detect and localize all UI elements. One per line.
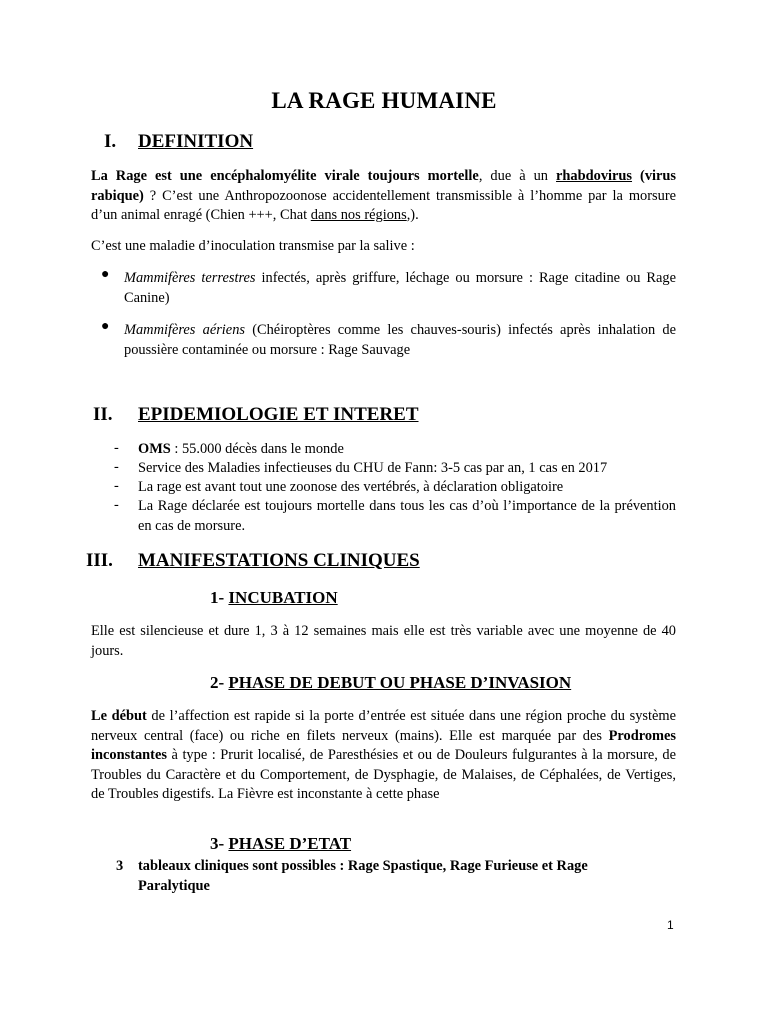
definition-virus: rhabdovirus: [556, 168, 633, 184]
section-number: III.: [86, 550, 113, 571]
invasion-text-1: de l’affection est rapide si la porte d’entrée est située dans une région proche du système nerveux central (face) ou riche en filets nerveux (mains). Elle est marquée par des: [91, 708, 676, 744]
list-item-text: infectés, après griffure, léchage ou morsure : Rage citadine ou Rage Canine): [124, 270, 677, 306]
list-item-em: Mammifères terrestres: [124, 270, 256, 286]
bullet-icon: ●: [101, 267, 110, 282]
dash-marker: -: [114, 440, 119, 456]
subsection-heading-etat: [210, 834, 351, 854]
subsection-title: INCUBATION: [228, 588, 338, 607]
definition-paragraph: [91, 167, 676, 226]
inoculation-paragraph: C’est une maladie d’inoculation transmise par la salive :: [91, 238, 415, 254]
dash-marker: -: [114, 459, 119, 475]
definition-text-a: , due à un: [478, 168, 557, 184]
section-number: II.: [93, 404, 113, 425]
document-title: LA RAGE HUMAINE: [271, 88, 497, 113]
numbered-marker: 3: [116, 858, 124, 874]
section-title: MANIFESTATIONS CLINIQUES: [138, 550, 420, 571]
list-item-text: (Chéiroptères comme les chauves-souris) infectés après inhalation de poussière contaminée ou morsure : Rage Sauvage: [124, 322, 676, 358]
section-title: EPIDEMIOLOGIE ET INTERET: [138, 404, 419, 425]
list-item: Service des Maladies infectieuses du CHU de Fann: 3-5 cas par an, 1 cas en 2017: [138, 460, 608, 476]
subsection-number: 1-: [210, 588, 225, 607]
dash-marker: -: [114, 497, 119, 513]
section-title: DEFINITION: [138, 131, 254, 152]
list-item: [138, 440, 676, 460]
definition-text-b: (: [632, 168, 645, 184]
incubation-paragraph: Elle est silencieuse et dure 1, 3 à 12 semaines mais elle est très variable avec une moyenne de 40 jours.: [91, 623, 676, 659]
invasion-bold-2: Prodromes inconstantes: [91, 727, 676, 763]
definition-regions: dans nos régions: [310, 207, 407, 223]
list-item: [124, 269, 676, 308]
list-item-em: Mammifères aériens: [124, 322, 245, 338]
definition-text-d: ,).: [406, 207, 419, 223]
definition-virus-rabique: virus rabique): [91, 168, 677, 204]
phase-etat-text: tableaux cliniques sont possibles : Rage Spastique, Rage Furieuse et Rage Paralytique: [138, 858, 588, 894]
dash-marker: -: [114, 478, 119, 494]
subsection-title: PHASE D’ETAT: [228, 834, 352, 853]
section-number: I.: [104, 131, 117, 152]
list-item: La rage est avant tout une zoonose des vertébrés, à déclaration obligatoire: [138, 479, 564, 495]
list-item: La Rage déclarée est toujours mortelle dans tous les cas d’où l’importance de la prévention en cas de morsure.: [138, 498, 676, 534]
subsection-title: PHASE DE DEBUT OU PHASE D’INVASION: [228, 673, 572, 692]
subsection-heading-incubation: [210, 588, 338, 608]
subsection-number: 2-: [210, 673, 225, 692]
subsection-number: 3-: [210, 834, 225, 853]
invasion-paragraph: [91, 707, 676, 805]
bullet-icon: ●: [101, 319, 110, 334]
definition-text-c: ? C’est une Anthropozoonose accidentellement transmissible à l’homme par la morsure d’un animal enragé (Chien +++, Chat: [91, 187, 676, 223]
page-number: 1: [667, 918, 674, 932]
invasion-text-2: à type : Prurit localisé, de Paresthésies et ou de Douleurs fulgurantes à la morsure, de Troubles du Caractère et du Comportement, de Dysphagie, de Malaises, de Céphalées, de Vertiges, de Troubles digestifs. La Fièvre est inconstante à cette phase: [91, 747, 676, 802]
subsection-heading-invasion: [210, 673, 571, 693]
list-item-bold: OMS: [138, 441, 171, 457]
definition-bold: La Rage est une encéphalomyélite virale toujours mortelle: [91, 168, 479, 184]
invasion-bold-1: Le début: [91, 708, 147, 724]
list-item-text: : 55.000 décès dans le monde: [170, 441, 344, 457]
list-item: [124, 321, 676, 360]
